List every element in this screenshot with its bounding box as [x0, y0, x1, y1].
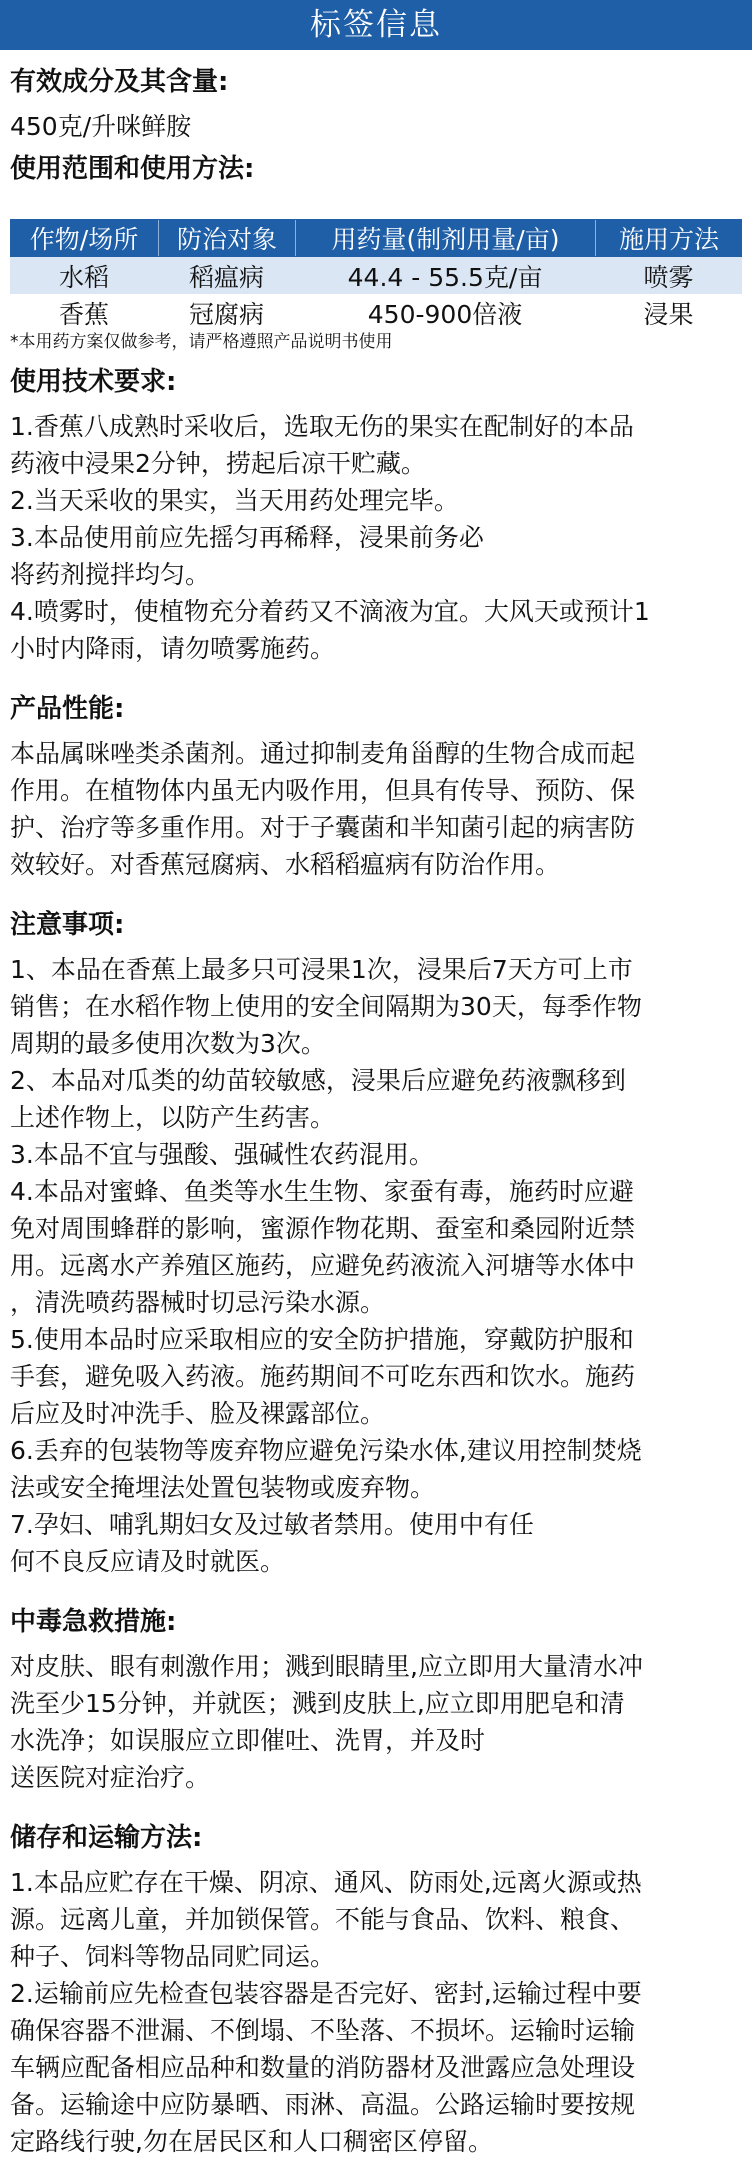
storage-section: [10, 1818, 742, 2160]
precautions-line: 5.使用本品时应采取相应的安全防护措施，穿戴防护服和: [10, 1325, 634, 1354]
firstaid-line: 水洗净；如误服应立即催吐、洗胃，并及时: [10, 1726, 486, 1755]
technique-section: [10, 362, 742, 667]
precautions-line: 7.孕妇、哺乳期妇女及过敏者禁用。使用中有任: [10, 1510, 534, 1539]
technique-line: 3.本品使用前应先摇匀再稀释，浸果前务必: [10, 523, 484, 552]
precautions-line: 用。远离水产养殖区施药，应避免药液流入河塘等水体中: [10, 1251, 636, 1280]
label-content: [0, 62, 752, 2160]
precautions-line: 4.本品对蜜蜂、鱼类等水生生物、家蚕有毒，施药时应避: [10, 1177, 634, 1206]
precautions-section: [10, 905, 742, 1580]
storage-line: 定路线行驶,勿在居民区和人口稠密区停留。: [10, 2127, 493, 2156]
technique-line: 药液中浸果2分钟，捞起后凉干贮藏。: [10, 449, 426, 478]
usage-heading: 使用范围和使用方法:: [10, 154, 255, 184]
firstaid-section: [10, 1602, 742, 1796]
performance-line: 护、治疗等多重作用。对于子囊菌和半知菌引起的病害防: [10, 813, 636, 842]
firstaid-body: [10, 1648, 742, 1796]
storage-body: [10, 1864, 742, 2160]
table-cell: 喷雾: [643, 262, 694, 292]
performance-section: [10, 689, 742, 883]
usage-table: [10, 219, 742, 331]
table-cell: 450-900倍液: [367, 299, 523, 329]
precautions-line: 1、本品在香蕉上最多只可浸果1次，浸果后7天方可上市: [10, 955, 633, 984]
precautions-line: 法或安全掩埋法处置包装物或废弃物。: [10, 1473, 436, 1502]
technique-line: 2.当天采收的果实，当天用药处理完毕。: [10, 486, 459, 515]
ingredient-value: 450克/升咪鲜胺: [10, 112, 192, 141]
ingredient-section: [10, 62, 742, 145]
precautions-line: 免对周围蜂群的影响，蜜源作物花期、蚕室和桑园附近禁: [10, 1214, 636, 1243]
precautions-line: 销售；在水稻作物上使用的安全间隔期为30天，每季作物: [10, 992, 642, 1021]
column-header-dosage: 用药量(制剂用量/亩): [295, 220, 595, 256]
table-row: [10, 257, 742, 294]
storage-heading: 储存和运输方法:: [10, 1823, 203, 1853]
page-title: 标签信息: [310, 7, 442, 43]
table-cell: 香蕉: [58, 299, 109, 329]
technique-line: 1.香蕉八成熟时采收后，选取无伤的果实在配制好的本品: [10, 412, 634, 441]
table-cell: 浸果: [643, 299, 694, 329]
precautions-line: 上述作物上，以防产生药害。: [10, 1103, 336, 1132]
firstaid-heading: 中毒急救措施:: [10, 1607, 177, 1637]
table-row: [10, 294, 742, 331]
table-cell: 冠腐病: [188, 299, 264, 329]
storage-line: 确保容器不泄漏、不倒塌、不坠落、不损坏。运输时运输: [10, 2016, 636, 2045]
usage-note: *本用药方案仅做参考，请严格遵照产品说明书使用: [10, 332, 393, 352]
precautions-line: 周期的最多使用次数为3次。: [10, 1029, 326, 1058]
column-header-target: 防治对象: [158, 220, 295, 256]
storage-line: 1.本品应贮存在干燥、阴凉、通风、防雨处,远离火源或热: [10, 1868, 642, 1897]
storage-line: 备。运输途中应防暴晒、雨淋、高温。公路运输时要按规: [10, 2090, 636, 2119]
technique-line: 小时内降雨，请勿喷雾施药。: [10, 634, 336, 663]
precautions-line: 手套，避免吸入药液。施药期间不可吃东西和饮水。施药: [10, 1362, 636, 1391]
performance-line: 作用。在植物体内虽无内吸作用，但具有传导、预防、保: [10, 776, 636, 805]
precautions-heading: 注意事项:: [10, 910, 125, 940]
precautions-line: 何不良反应请及时就医。: [10, 1547, 286, 1576]
storage-line: 2.运输前应先检查包装容器是否完好、密封,运输过程中要: [10, 1979, 642, 2008]
technique-heading: 使用技术要求:: [10, 367, 177, 397]
storage-line: 车辆应配备相应品种和数量的消防器材及泄露应急处理设: [10, 2053, 636, 2082]
firstaid-line: 送医院对症治疗。: [10, 1763, 211, 1792]
precautions-line: ，清洗喷药器械时切忌污染水源。: [10, 1288, 386, 1317]
precautions-body: [10, 951, 742, 1580]
technique-body: [10, 408, 742, 667]
precautions-line: 6.丢弃的包装物等废弃物应避免污染水体,建议用控制焚烧: [10, 1436, 642, 1465]
usage-table-header: [10, 219, 742, 257]
table-cell: 44.4 - 55.5克/亩: [347, 262, 543, 292]
firstaid-line: 对皮肤、眼有刺激作用；溅到眼睛里,应立即用大量清水冲: [10, 1652, 643, 1681]
firstaid-line: 洗至少15分钟，并就医；溅到皮肤上,应立即用肥皂和清: [10, 1689, 625, 1718]
ingredient-heading: 有效成分及其含量:: [10, 67, 229, 97]
technique-line: 将药剂搅拌均匀。: [10, 560, 211, 589]
table-cell: 稻瘟病: [188, 262, 264, 292]
table-cell: 水稻: [58, 262, 109, 292]
performance-heading: 产品性能:: [10, 694, 125, 724]
column-header-method: 施用方法: [595, 220, 742, 256]
precautions-line: 后应及时冲洗手、脸及裸露部位。: [10, 1399, 386, 1428]
usage-section: [10, 149, 742, 354]
performance-line: 效较好。对香蕉冠腐病、水稻稻瘟病有防治作用。: [10, 850, 561, 879]
technique-line: 4.喷雾时，使植物充分着药又不滴液为宜。大风天或预计1: [10, 597, 650, 626]
precautions-line: 2、本品对瓜类的幼苗较敏感，浸果后应避免药液飘移到: [10, 1066, 626, 1095]
page-title-bar: [0, 0, 752, 50]
performance-line: 本品属咪唑类杀菌剂。通过抑制麦角甾醇的生物合成而起: [10, 739, 636, 768]
column-header-crop: 作物/场所: [29, 225, 139, 254]
storage-line: 种子、饲料等物品同贮同运。: [10, 1942, 336, 1971]
storage-line: 源。远离儿童，并加锁保管。不能与食品、饮料、粮食、: [10, 1905, 636, 1934]
precautions-line: 3.本品不宜与强酸、强碱性农药混用。: [10, 1140, 434, 1169]
performance-body: [10, 735, 742, 883]
